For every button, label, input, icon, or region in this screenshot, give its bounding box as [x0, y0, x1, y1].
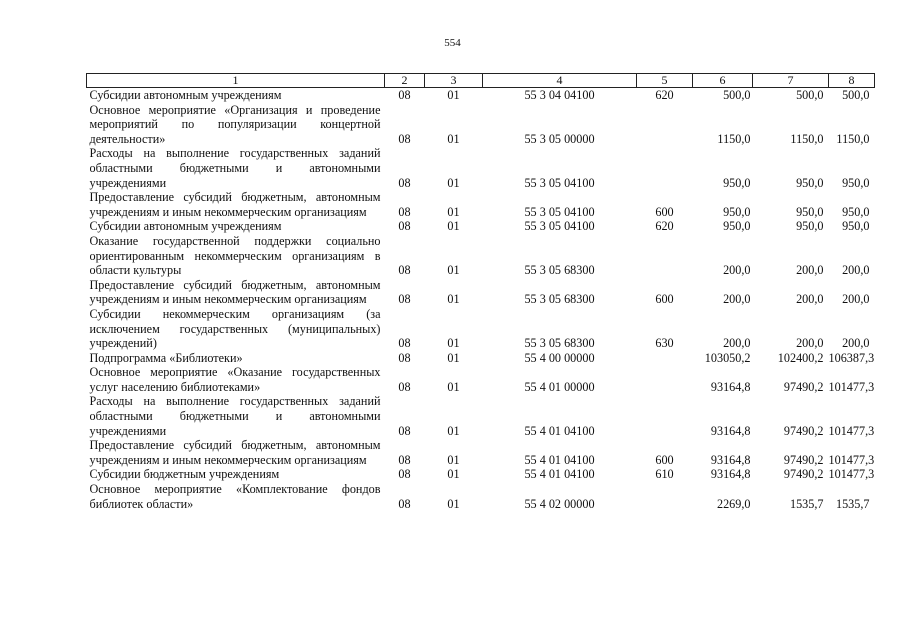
col-header-8: 8 [829, 74, 875, 88]
row-amount-year2: 97490,2 [783, 423, 824, 438]
table-row [87, 190, 875, 219]
row-target-article: 55 3 05 04100 [524, 175, 595, 190]
row-amount-year1: 93164,8 [710, 467, 751, 482]
row-amount-year3: 101477,3 [828, 379, 875, 394]
page-number: 554 [444, 37, 461, 49]
col-header-5: 5 [637, 74, 693, 88]
table-row [87, 438, 875, 467]
row-section: 08 [398, 219, 411, 234]
table-header [87, 74, 875, 88]
row-expense-type: 610 [655, 467, 674, 482]
table-row [87, 467, 875, 482]
row-name: Субсидии некоммерческим организациям (за исключением государственных (муниципальных) учреждений) [89, 306, 381, 351]
row-subsection: 01 [447, 263, 460, 278]
col-header-1: 1 [87, 74, 385, 88]
row-amount-year2: 1150,0 [790, 131, 824, 146]
row-target-article: 55 4 00 00000 [524, 350, 595, 365]
row-target-article: 55 3 05 04100 [524, 219, 595, 234]
row-section: 08 [398, 336, 411, 351]
row-subsection: 01 [447, 292, 460, 307]
row-subsection: 01 [447, 175, 460, 190]
row-amount-year1: 200,0 [723, 292, 751, 307]
table-row [87, 146, 875, 190]
row-amount-year2: 97490,2 [783, 379, 824, 394]
row-name: Оказание государственной поддержки социально ориентированным некоммерческим организациям в области культуры [89, 233, 381, 278]
row-target-article: 55 3 05 68300 [524, 292, 595, 307]
row-name: Основное мероприятие «Комплектование фондов библиотек области» [89, 482, 381, 511]
row-amount-year2: 97490,2 [783, 467, 824, 482]
row-amount-year2: 97490,2 [783, 452, 824, 467]
row-subsection: 01 [447, 379, 460, 394]
row-section: 08 [398, 467, 411, 482]
row-target-article: 55 3 05 04100 [524, 204, 595, 219]
table-row [87, 482, 875, 511]
table-body [87, 88, 875, 512]
row-amount-year2: 950,0 [796, 204, 824, 219]
row-name: Субсидии автономным учреждениям [89, 88, 282, 102]
row-amount-year1: 93164,8 [710, 423, 751, 438]
row-name: Основное мероприятие «Организация и проведение мероприятий по популяризации концертной деятельности» [89, 102, 381, 146]
budget-table [86, 73, 875, 511]
row-subsection: 01 [447, 452, 460, 467]
row-section: 08 [398, 204, 411, 219]
row-section: 08 [398, 175, 411, 190]
row-section: 08 [398, 350, 411, 365]
row-target-article: 55 4 01 04100 [524, 423, 595, 438]
row-name: Расходы на выполнение государственных заданий областными бюджетными и автономными учреждениями [89, 394, 381, 438]
col-header-6: 6 [693, 74, 753, 88]
row-subsection: 01 [447, 423, 460, 438]
row-target-article: 55 4 01 04100 [524, 467, 595, 482]
table-row [87, 307, 875, 351]
row-amount-year1: 1150,0 [717, 131, 751, 146]
row-amount-year3: 101477,3 [828, 452, 875, 467]
row-section: 08 [398, 423, 411, 438]
row-expense-type: 600 [655, 452, 674, 467]
row-subsection: 01 [447, 496, 460, 511]
row-expense-type: 620 [655, 219, 674, 234]
row-expense-type [637, 394, 693, 438]
table-row [87, 278, 875, 307]
col-header-2: 2 [385, 74, 425, 88]
row-target-article: 55 3 05 00000 [524, 131, 595, 146]
row-expense-type [637, 234, 693, 278]
row-subsection: 01 [447, 88, 460, 102]
row-amount-year1: 950,0 [723, 204, 751, 219]
row-name: Расходы на выполнение государственных заданий областными бюджетными и автономными учреждениями [89, 146, 381, 190]
row-amount-year2: 950,0 [796, 219, 824, 234]
col-header-3: 3 [425, 74, 483, 88]
row-expense-type: 600 [655, 292, 674, 307]
row-amount-year1: 950,0 [723, 175, 751, 190]
row-amount-year3: 950,0 [842, 175, 870, 190]
row-expense-type: 620 [655, 88, 674, 102]
row-amount-year3: 950,0 [842, 204, 870, 219]
row-amount-year2: 102400,2 [777, 350, 824, 365]
row-name: Основное мероприятие «Оказание государственных услуг населению библиотеками» [89, 365, 381, 394]
row-name: Предоставление субсидий бюджетным, автономным учреждениям и иным некоммерческим организациям [89, 438, 381, 467]
row-target-article: 55 3 05 68300 [524, 336, 595, 351]
row-amount-year1: 103050,2 [704, 350, 751, 365]
row-target-article: 55 4 02 00000 [524, 496, 595, 511]
row-target-article: 55 3 05 68300 [524, 263, 595, 278]
row-subsection: 01 [447, 219, 460, 234]
row-amount-year3: 106387,3 [828, 350, 875, 365]
row-amount-year3: 950,0 [842, 219, 870, 234]
row-amount-year3: 200,0 [842, 336, 870, 351]
row-section: 08 [398, 379, 411, 394]
row-amount-year3: 1150,0 [836, 131, 870, 146]
row-section: 08 [398, 496, 411, 511]
row-amount-year1: 93164,8 [710, 452, 751, 467]
table-row [87, 219, 875, 234]
row-amount-year1: 93164,8 [710, 379, 751, 394]
row-target-article: 55 4 01 04100 [524, 452, 595, 467]
row-expense-type [637, 146, 693, 190]
row-target-article: 55 4 01 00000 [524, 379, 595, 394]
table-row [87, 351, 875, 366]
row-name: Предоставление субсидий бюджетным, автономным учреждениям и иным некоммерческим организациям [89, 190, 381, 219]
row-name: Предоставление субсидий бюджетным, автономным учреждениям и иным некоммерческим организациям [89, 277, 381, 307]
row-subsection: 01 [447, 204, 460, 219]
row-expense-type [637, 103, 693, 147]
row-amount-year2: 950,0 [796, 175, 824, 190]
row-amount-year2: 200,0 [796, 336, 824, 351]
row-amount-year1: 500,0 [723, 88, 751, 102]
row-section: 08 [398, 292, 411, 307]
row-subsection: 01 [447, 467, 460, 482]
row-section: 08 [398, 88, 411, 102]
row-name: Подпрограмма «Библиотеки» [89, 350, 243, 365]
row-amount-year3: 200,0 [842, 292, 870, 307]
table-row [87, 394, 875, 438]
row-amount-year1: 950,0 [723, 219, 751, 234]
col-header-4: 4 [483, 74, 637, 88]
row-expense-type: 600 [655, 204, 674, 219]
row-section: 08 [398, 263, 411, 278]
row-expense-type [637, 482, 693, 511]
col-header-7: 7 [753, 74, 829, 88]
row-amount-year3: 101477,3 [828, 423, 875, 438]
row-section: 08 [398, 131, 411, 146]
table-row [87, 365, 875, 394]
table-row [87, 234, 875, 278]
row-amount-year3: 200,0 [842, 263, 870, 278]
row-amount-year2: 200,0 [796, 292, 824, 307]
row-amount-year1: 2269,0 [716, 496, 751, 511]
row-amount-year2: 1535,7 [789, 496, 824, 511]
row-expense-type [637, 351, 693, 366]
row-name: Субсидии бюджетным учреждениям [89, 467, 280, 482]
row-amount-year3: 1535,7 [835, 496, 870, 511]
row-amount-year1: 200,0 [723, 336, 751, 351]
row-expense-type [637, 365, 693, 394]
table-row [87, 103, 875, 147]
row-amount-year2: 500,0 [796, 88, 824, 102]
row-subsection: 01 [447, 350, 460, 365]
row-name: Субсидии автономным учреждениям [89, 219, 282, 234]
row-amount-year1: 200,0 [723, 263, 751, 278]
row-subsection: 01 [447, 131, 460, 146]
row-amount-year3: 101477,3 [828, 467, 875, 482]
row-subsection: 01 [447, 336, 460, 351]
row-target-article: 55 3 04 04100 [524, 88, 595, 102]
row-amount-year3: 500,0 [842, 88, 870, 102]
table-row [87, 88, 875, 103]
row-amount-year2: 200,0 [796, 263, 824, 278]
row-section: 08 [398, 452, 411, 467]
row-expense-type: 630 [655, 336, 674, 351]
